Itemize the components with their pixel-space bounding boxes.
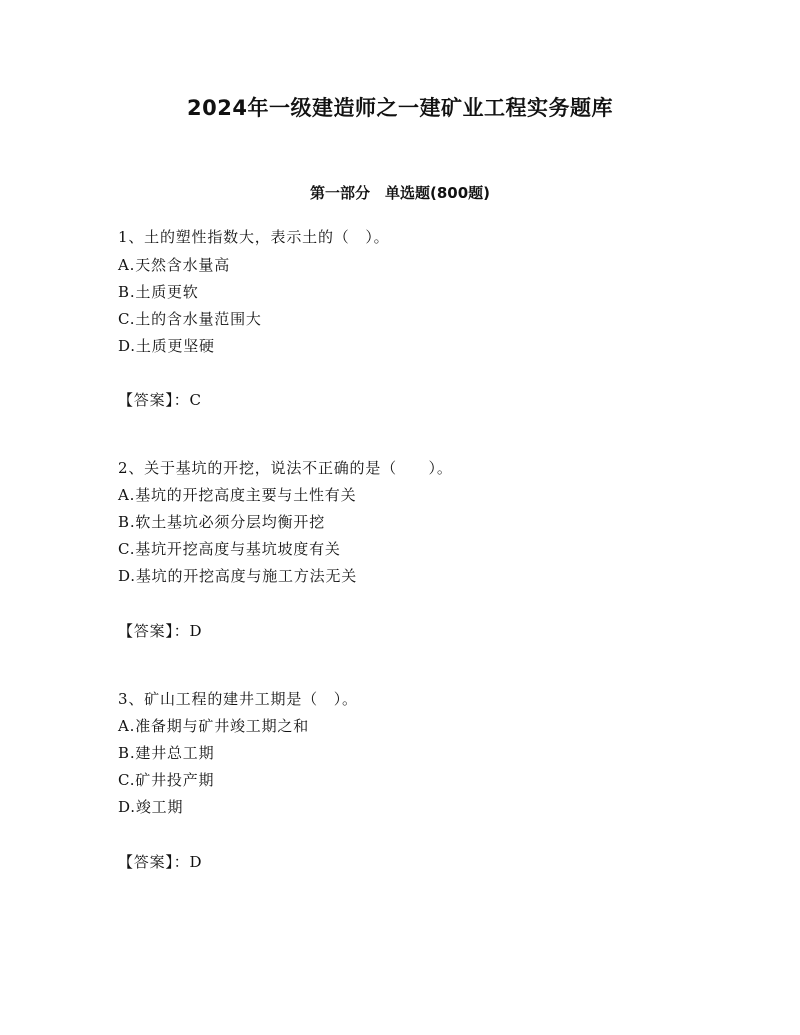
question-2-option-a: A.基坑的开挖高度主要与土性有关 xyxy=(118,486,357,504)
question-2-option-b: B.软土基坑必须分层均衡开挖 xyxy=(118,513,325,531)
question-3-stem: 3、矿山工程的建井工期是（ ）。 xyxy=(118,690,358,708)
question-3-option-b: B.建井总工期 xyxy=(118,744,215,762)
question-2-stem: 2、关于基坑的开挖，说法不正确的是（ ）。 xyxy=(118,459,453,477)
question-2-option-c: C.基坑开挖高度与基坑坡度有关 xyxy=(118,540,341,558)
question-1-answer: 【答案】：C xyxy=(118,391,202,409)
question-3-option-d: D.竣工期 xyxy=(118,798,184,816)
question-2-option-d: D.基坑的开挖高度与施工方法无关 xyxy=(118,567,358,585)
question-1-option-c: C.土的含水量范围大 xyxy=(118,310,262,328)
question-3-option-a: A.准备期与矿井竣工期之和 xyxy=(118,717,310,735)
question-3-answer: 【答案】：D xyxy=(118,853,203,871)
document-title: 2024年一级建造师之一建矿业工程实务题库 xyxy=(187,96,613,120)
question-1-option-a: A.天然含水量高 xyxy=(118,256,231,274)
question-1-option-d: D.土质更坚硬 xyxy=(118,337,215,355)
question-1-stem: 1、土的塑性指数大，表示土的（ ）。 xyxy=(118,228,390,246)
question-3-option-c: C.矿井投产期 xyxy=(118,771,215,789)
question-2-answer: 【答案】：D xyxy=(118,622,203,640)
question-1-option-b: B.土质更软 xyxy=(118,283,199,301)
section-heading: 第一部分 单选题(800题) xyxy=(309,184,491,202)
